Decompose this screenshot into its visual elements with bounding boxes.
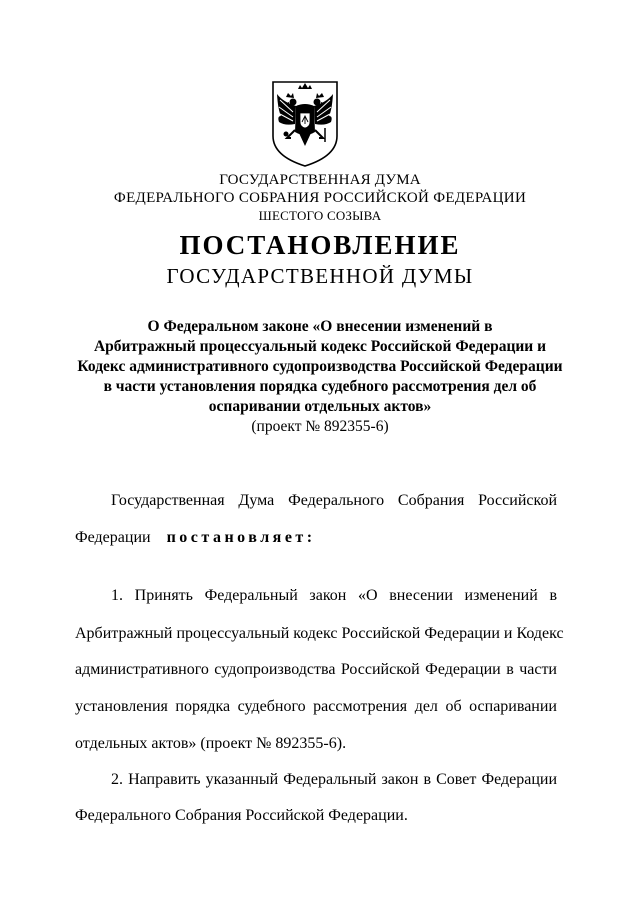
item1-line: 1. Принять Федеральный закон «О внесении изменений в	[111, 587, 557, 604]
item1-line: установления порядка судебного рассмотрения дел об оспаривании	[75, 698, 557, 715]
org-line-federal-assembly: ФЕДЕРАЛЬНОГО СОБРАНИЯ РОССИЙСКОЙ ФЕДЕРАЦИИ	[113, 190, 527, 206]
item1-line: Арбитражный процессуальный кодекс Российской Федерации и Кодекс	[75, 625, 564, 642]
coat-of-arms-emblem	[271, 80, 339, 168]
subject-line: Арбитражный процессуальный кодекс Российской Федерации и	[93, 338, 547, 355]
project-number: (проект № 892355-6)	[251, 418, 389, 435]
document-subtitle: ГОСУДАРСТВЕННОЙ ДУМЫ	[166, 264, 474, 288]
preamble-federation: Федерации	[75, 529, 151, 546]
item1-line: административного судопроизводства Российской Федерации в части	[75, 661, 557, 678]
document-title: ПОСТАНОВЛЕНИЕ	[179, 230, 461, 260]
preamble-verb: постановляет:	[166, 529, 316, 546]
subject-line: в части установления порядка судебного рассмотрения дел об	[103, 378, 537, 395]
preamble-line-2	[75, 528, 557, 548]
subject-line: оспаривании отдельных актов»	[208, 398, 432, 415]
subject-line: Кодекс административного судопроизводства Российской Федерации	[77, 358, 563, 375]
item1-line: отдельных актов» (проект № 892355-6).	[75, 735, 347, 752]
org-line-duma: ГОСУДАРСТВЕННАЯ ДУМА	[219, 172, 421, 188]
subject-line: О Федеральном законе «О внесении изменений в	[147, 318, 493, 335]
org-line-convocation: ШЕСТОГО СОЗЫВА	[258, 208, 382, 223]
item2-line: Федерального Собрания Российской Федерации.	[75, 807, 408, 824]
item2-line: 2. Направить указанный Федеральный закон в Совет Федерации	[111, 771, 557, 788]
preamble-line: Государственная Дума Федерального Собрания Российской	[111, 492, 557, 509]
